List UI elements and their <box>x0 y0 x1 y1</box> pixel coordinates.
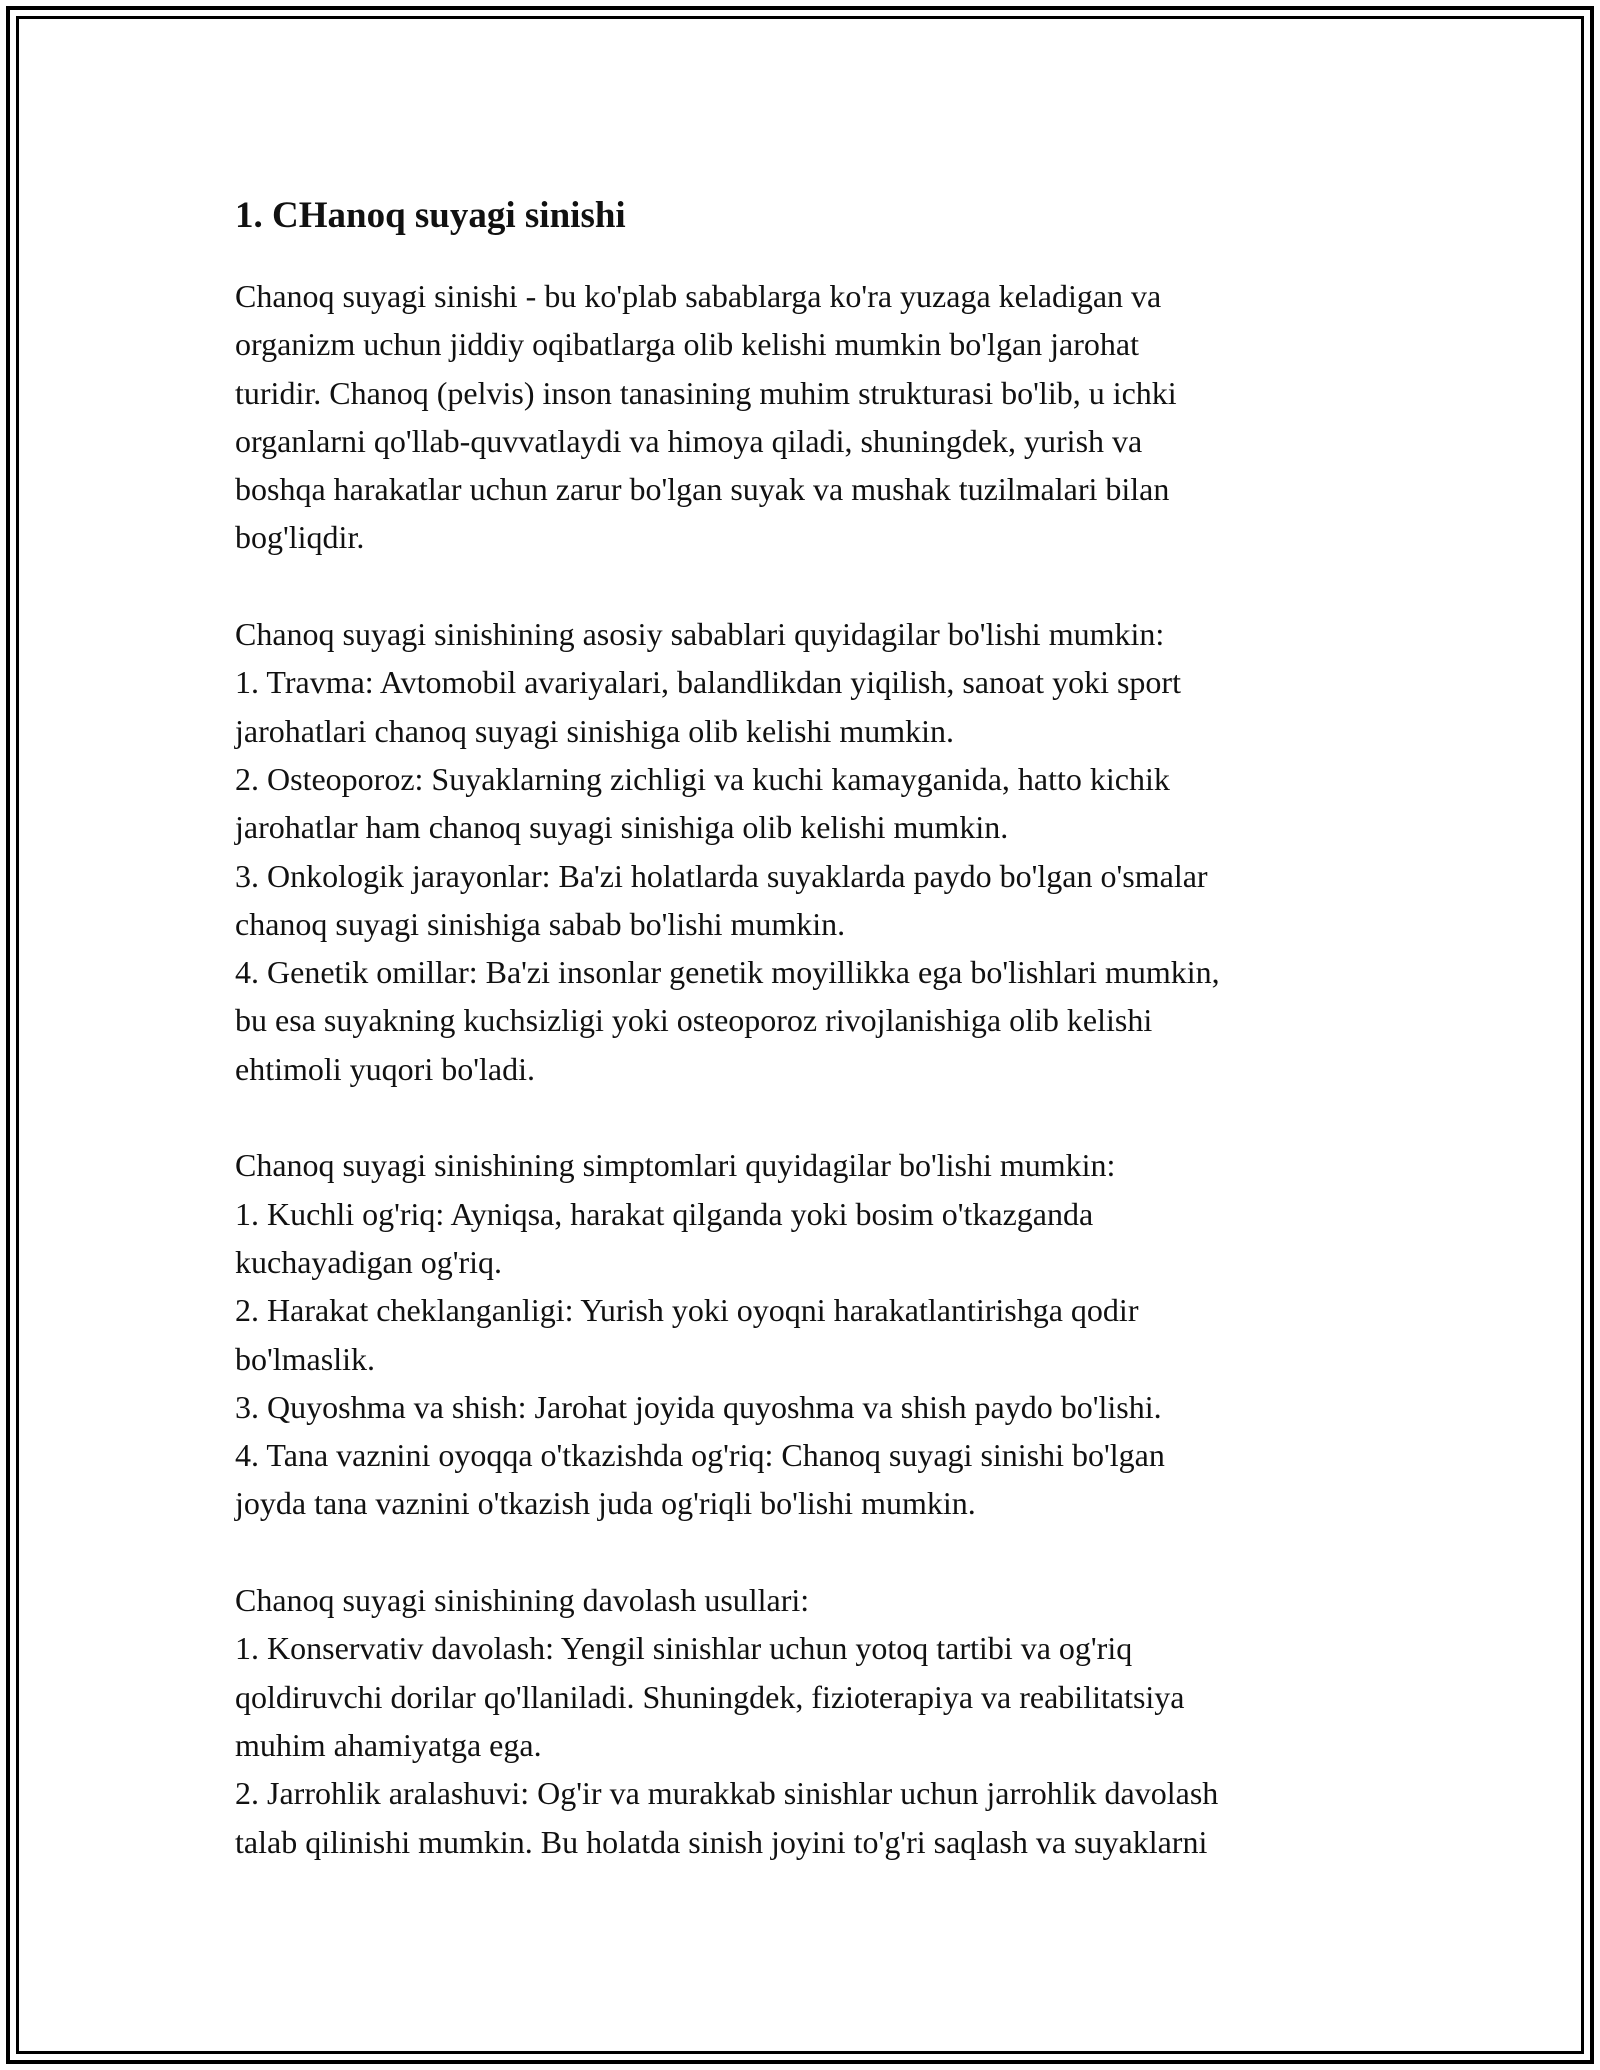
paragraph <box>235 1576 1375 1866</box>
text-line: bo'lmaslik. <box>235 1340 375 1377</box>
text-line: kuchayadigan og'riq. <box>235 1243 503 1280</box>
text-line: 3. Onkologik jarayonlar: Ba'zi holatlarda suyaklarda paydo bo'lgan o'smalar <box>235 857 1208 894</box>
text-line: muhim ahamiyatga ega. <box>235 1726 542 1763</box>
text-line: organizm uchun jiddiy oqibatlarga olib kelishi mumkin bo'lgan jarohat <box>235 326 1139 363</box>
paragraphs-container <box>235 272 1375 1866</box>
text-line: organlarni qo'llab-quvvatlaydi va himoya qiladi, shuningdek, yurish va <box>235 422 1143 459</box>
text-line: jarohatlar ham chanoq suyagi sinishiga olib kelishi mumkin. <box>235 809 1009 846</box>
text-line: 1. Kuchli og'riq: Ayniqsa, harakat qilganda yoki bosim o'tkazganda <box>235 1195 1094 1232</box>
text-line: 1. Travma: Avtomobil avariyalari, balandlikdan yiqilish, sanoat yoki sport <box>235 664 1181 701</box>
paragraph-gap <box>235 1528 1375 1576</box>
paragraph-gap <box>235 562 1375 610</box>
text-line: 4. Genetik omillar: Ba'zi insonlar genetik moyillikka ega bo'lishlari mumkin, <box>235 954 1220 991</box>
text-line: 2. Harakat cheklanganligi: Yurish yoki oyoqni harakatlantirishga qodir <box>235 1292 1139 1329</box>
paragraph <box>235 610 1375 1093</box>
text-line: bog'liqdir. <box>235 519 365 556</box>
text-line: Chanoq suyagi sinishi - bu ko'plab sabablarga ko'ra yuzaga keladigan va <box>235 278 1162 314</box>
text-line: 2. Jarrohlik aralashuvi: Og'ir va murakkab sinishlar uchun jarrohlik davolash <box>235 1775 1219 1812</box>
text-line: 1. Konservativ davolash: Yengil sinishlar uchun yotoq tartibi va og'riq <box>235 1630 1133 1667</box>
document-title: 1. CHanoq suyagi sinishi <box>235 195 626 236</box>
paragraph <box>235 272 1375 562</box>
text-line: 3. Quyoshma va shish: Jarohat joyida quyoshma va shish paydo bo'lishi. <box>235 1388 1162 1425</box>
text-line: chanoq suyagi sinishiga sabab bo'lishi mumkin. <box>235 905 846 942</box>
text-line: 4. Tana vaznini oyoqqa o'tkazishda og'riq: Chanoq suyagi sinishi bo'lgan <box>235 1437 1165 1474</box>
text-line: Chanoq suyagi sinishining asosiy sabablari quyidagilar bo'lishi mumkin: <box>235 616 1165 653</box>
paragraph-gap <box>235 1093 1375 1141</box>
text-line: talab qilinishi mumkin. Bu holatda sinish joyini to'g'ri saqlash va suyaklarni <box>235 1823 1208 1860</box>
text-line: boshqa harakatlar uchun zarur bo'lgan suyak va mushak tuzilmalari bilan <box>235 471 1170 508</box>
document-body <box>235 188 1375 1866</box>
text-line: qoldiruvchi dorilar qo'llaniladi. Shuningdek, fizioterapiya va reabilitatsiya <box>235 1678 1185 1715</box>
paragraph <box>235 1141 1375 1527</box>
text-line: joyda tana vaznini o'tkazish juda og'riqli bo'lishi mumkin. <box>235 1485 976 1522</box>
text-line: ehtimoli yuqori bo'ladi. <box>235 1050 535 1087</box>
text-line: jarohatlari chanoq suyagi sinishiga olib kelishi mumkin. <box>235 712 954 749</box>
text-line: bu esa suyakning kuchsizligi yoki osteoporoz rivojlanishiga olib kelishi <box>235 1002 1153 1039</box>
text-line: 2. Osteoporoz: Suyaklarning zichligi va kuchi kamayganida, hatto kichik <box>235 760 1170 797</box>
text-line: Chanoq suyagi sinishining simptomlari quyidagilar bo'lishi mumkin: <box>235 1147 1116 1184</box>
text-line: Chanoq suyagi sinishining davolash usullari: <box>235 1582 810 1619</box>
text-line: turidir. Chanoq (pelvis) inson tanasining muhim strukturasi bo'lib, u ichki <box>235 374 1177 411</box>
